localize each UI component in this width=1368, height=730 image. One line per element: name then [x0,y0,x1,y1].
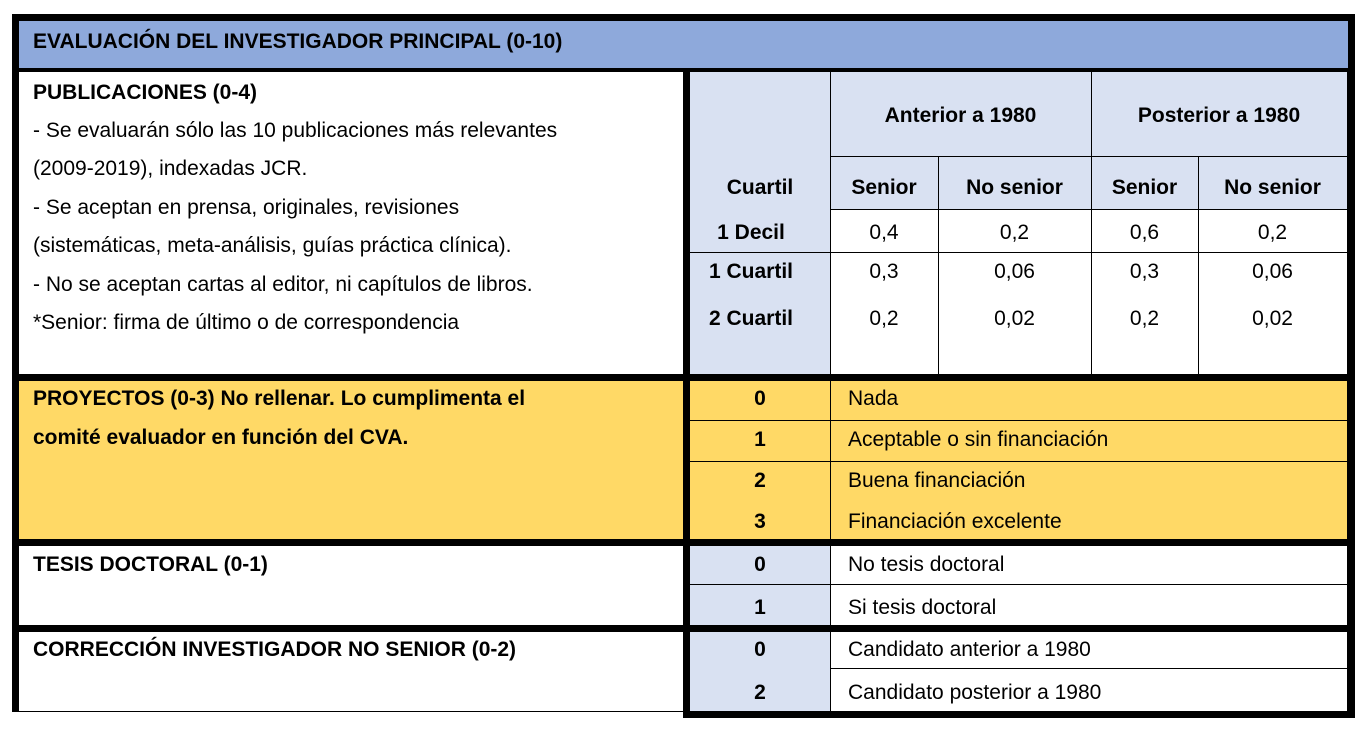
row-label: 1 Decil [717,221,785,244]
group-header-posterior: Posterior a 1980 [1137,104,1301,127]
score-description: Nada [848,387,899,410]
score-value: 0 [754,553,766,576]
table-cell: 0,2 [869,307,899,330]
score-value: 0 [754,638,766,661]
score-value: 1 [754,596,766,619]
publicaciones-line: (sistemáticas, meta-análisis, guías práctica clínica). [33,234,512,257]
score-value: 2 [754,681,766,704]
publicaciones-line: - Se evaluarán sólo las 10 publicaciones más relevantes [33,119,558,142]
sub-header-senior: Senior [851,176,917,199]
publicaciones-line: *Senior: firma de último o de correspondencia [33,311,460,334]
score-description: Si tesis doctoral [848,596,997,619]
proyectos-heading: comité evaluador en función del CVA. [33,426,409,449]
score-description: Buena financiación [848,469,1026,492]
table-cell: 0,3 [869,260,899,283]
publicaciones-heading: PUBLICACIONES (0-4) [33,81,258,104]
row-label: 2 Cuartil [708,307,794,330]
proyectos-heading: PROYECTOS (0-3) No rellenar. Lo cumplimenta el [33,387,526,410]
table-cell: 0,3 [1129,260,1160,283]
publicaciones-line: - No se aceptan cartas al editor, ni capítulos de libros. [33,273,533,296]
group-header-anterior: Anterior a 1980 [884,104,1037,127]
score-value: 0 [754,387,766,410]
table-cell: 0,2 [1129,307,1160,330]
publicaciones-line: (2009-2019), indexadas JCR. [33,157,308,180]
page-title: EVALUACIÓN DEL INVESTIGADOR PRINCIPAL (0-10) [33,30,563,53]
score-description: Financiación excelente [848,510,1062,533]
table-cell: 0,06 [994,260,1035,283]
table-cell: 0,02 [1252,307,1293,330]
correccion-heading: CORRECCIÓN INVESTIGADOR NO SENIOR (0-2) [33,638,517,661]
table-cell: 0,06 [1252,260,1293,283]
table-cell: 0,6 [1129,221,1160,244]
row-header-label: Cuartil [726,176,794,199]
sub-header-no-senior: No senior [966,176,1063,199]
score-description: Candidato posterior a 1980 [848,681,1102,704]
score-value: 1 [754,428,766,451]
sub-header-senior: Senior [1111,176,1178,199]
score-value: 3 [754,510,766,533]
table-cell: 0,02 [994,307,1035,330]
score-description: Aceptable o sin financiación [848,428,1109,451]
score-description: Candidato anterior a 1980 [848,638,1091,661]
table-cell: 0,2 [999,221,1030,244]
row-label: 1 Cuartil [708,260,794,283]
score-value: 2 [754,469,766,492]
sub-header-no-senior: No senior [1224,176,1321,199]
score-description: No tesis doctoral [848,553,1005,576]
publicaciones-line: - Se aceptan en prensa, originales, revisiones [33,196,460,219]
tesis-heading: TESIS DOCTORAL (0-1) [33,553,268,576]
table-cell: 0,2 [1257,221,1288,244]
table-cell: 0,4 [869,221,899,244]
